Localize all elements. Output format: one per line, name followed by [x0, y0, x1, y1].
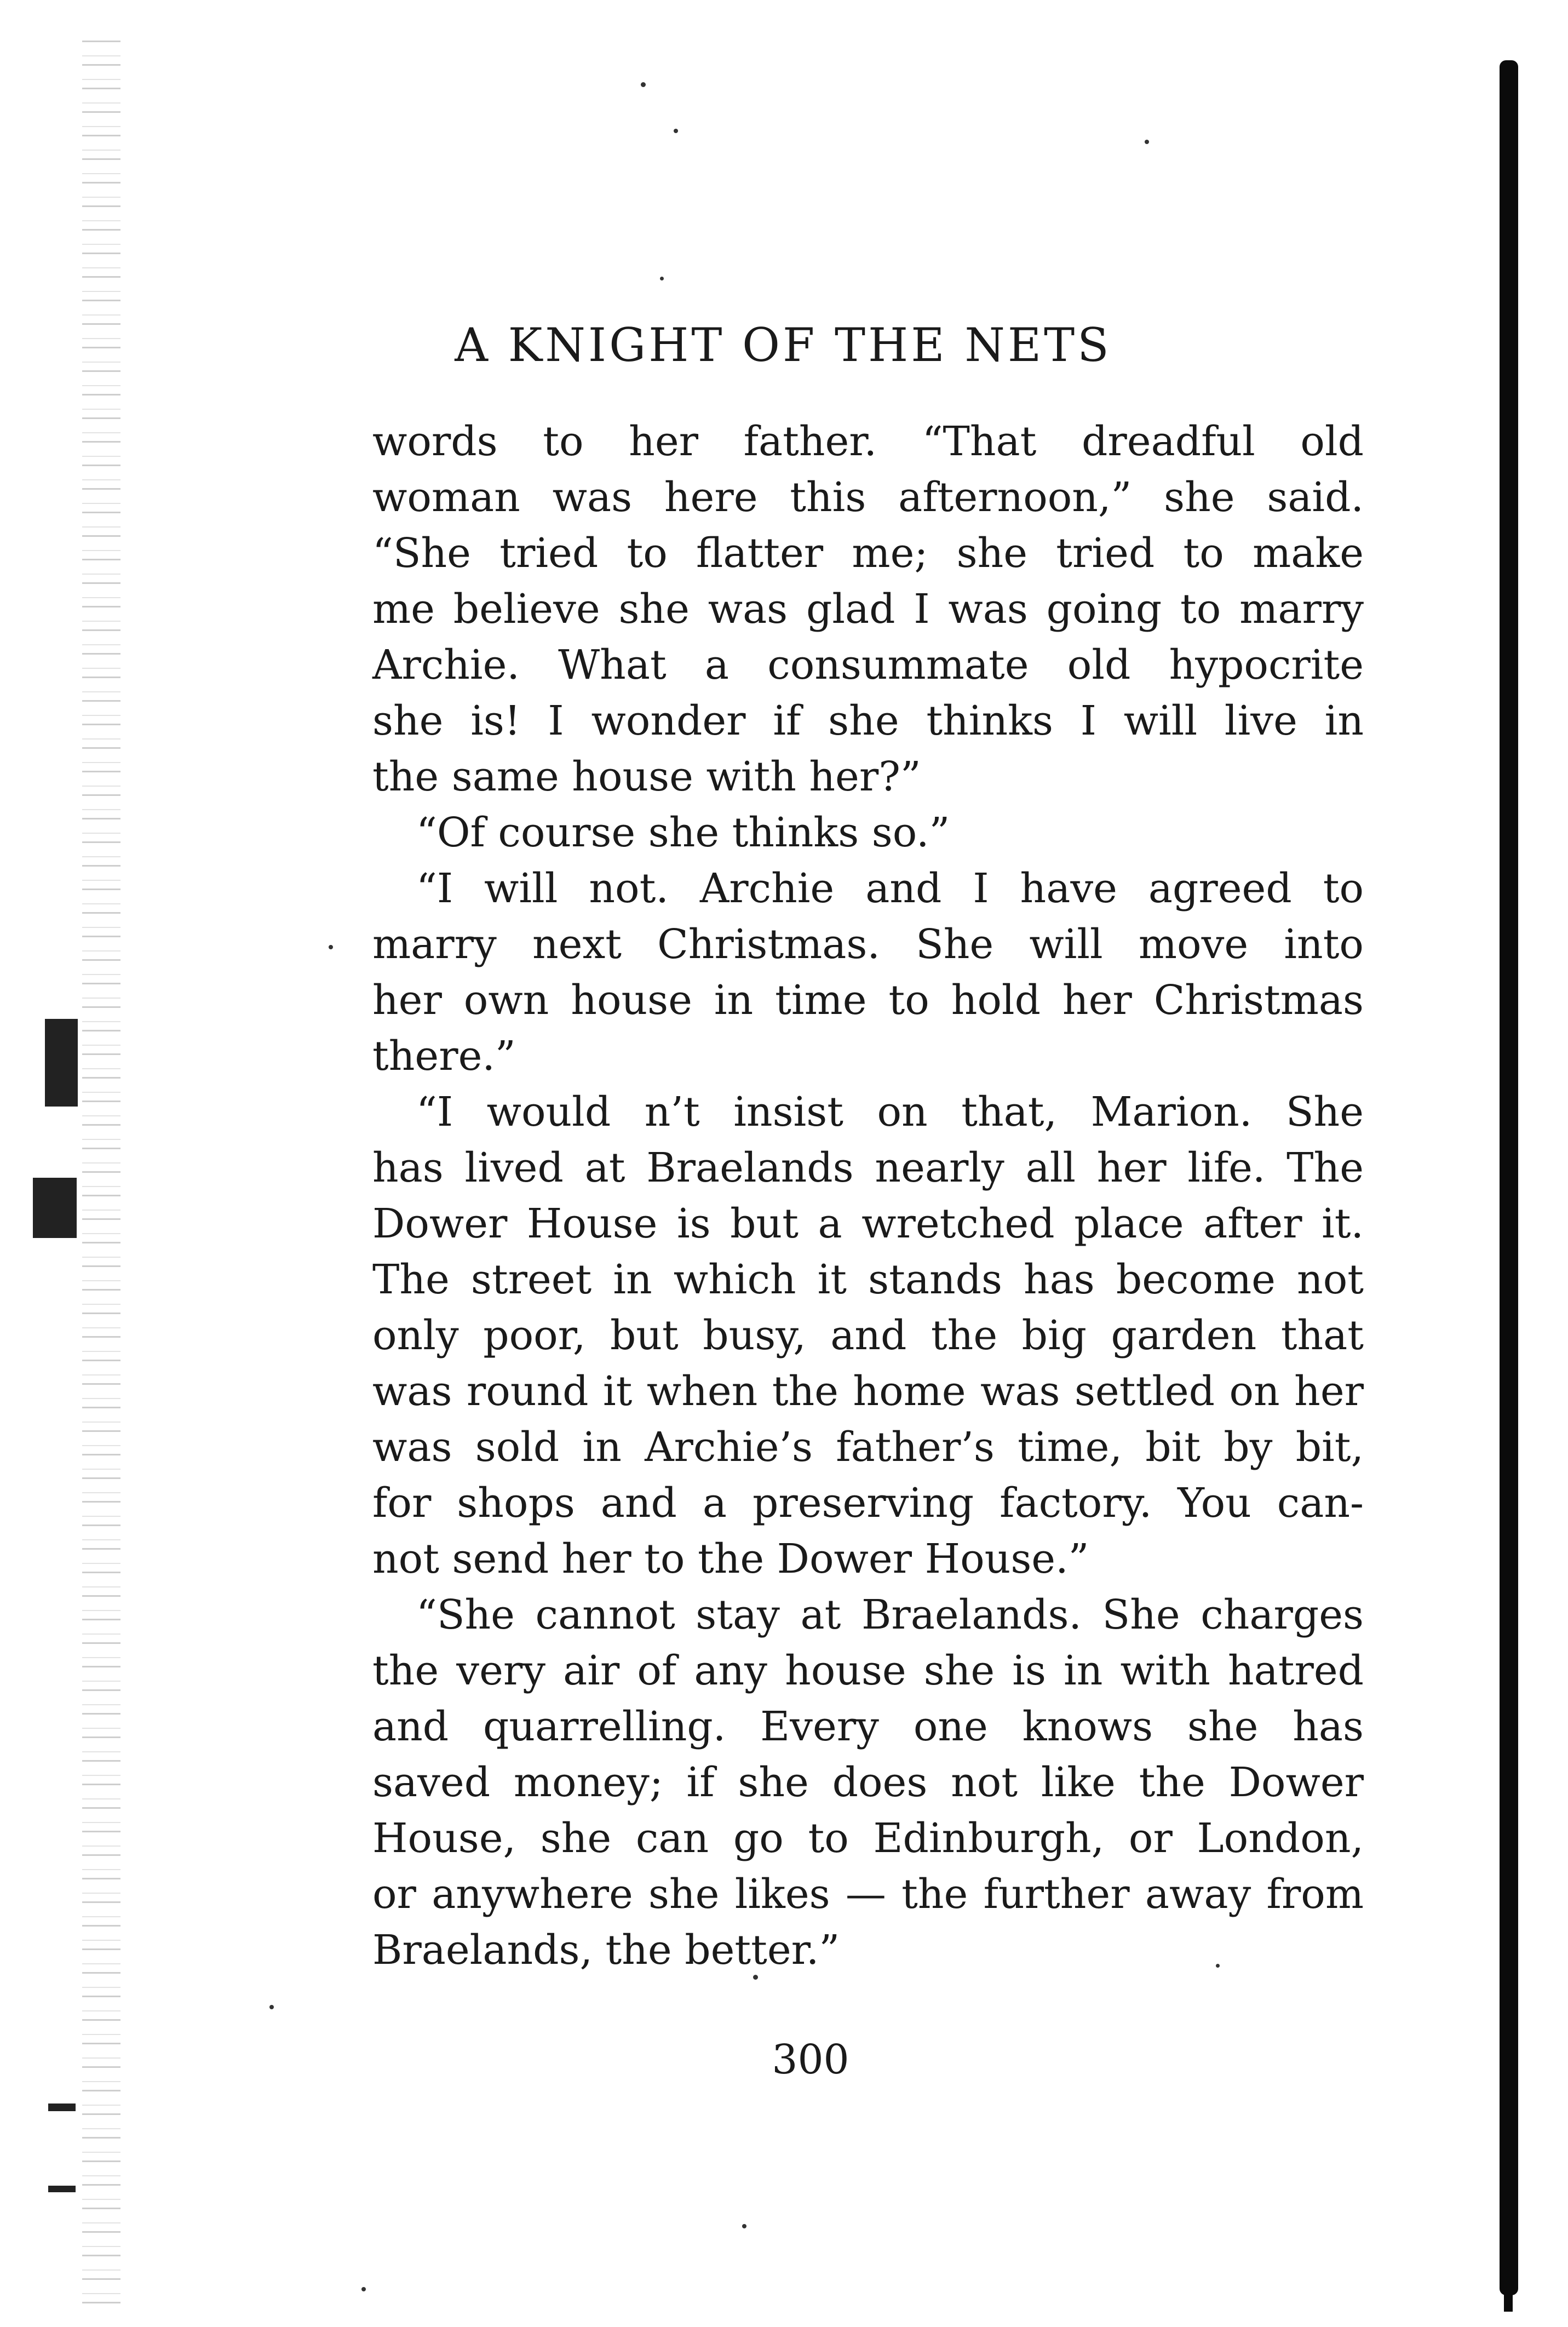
- running-header: A KNIGHT OF THE NETS: [455, 318, 1112, 372]
- scan-speck: [361, 2287, 366, 2291]
- text-line: Archie. What a consummate old hypocrite: [372, 641, 1364, 689]
- text-line: was round it when the home was settled on her: [372, 1368, 1364, 1415]
- text-line: there.”: [372, 1033, 516, 1080]
- text-line: has lived at Braelands nearly all her life. The: [372, 1144, 1364, 1191]
- text-line: saved money; if she does not like the Dower: [372, 1759, 1364, 1806]
- scan-speck: [269, 2005, 274, 2009]
- text-line: me believe she was glad I was going to marry: [372, 586, 1364, 633]
- text-line: only poor, but busy, and the big garden that: [372, 1312, 1364, 1359]
- text-line: was sold in Archie’s father’s time, bit by bit,: [372, 1424, 1364, 1471]
- scan-edge-noise: [82, 33, 120, 2306]
- page-number: 300: [772, 2036, 849, 2083]
- text-line: words to her father. “That dreadful old: [372, 418, 1364, 465]
- body-text: [372, 414, 1364, 1978]
- scan-speck: [742, 2224, 746, 2228]
- text-line: for shops and a preserving factory. You can-: [372, 1480, 1364, 1527]
- scan-mark: [48, 2186, 76, 2192]
- text-line: The street in which it stands has become not: [372, 1256, 1364, 1303]
- text-line: “She tried to flatter me; she tried to make: [372, 530, 1364, 577]
- scan-speck: [329, 945, 333, 949]
- text-line: the same house with her?”: [372, 753, 921, 800]
- text-line: woman was here this afternoon,” she said.: [372, 474, 1364, 521]
- text-line: the very air of any house she is in with hatred: [372, 1647, 1364, 1694]
- text-line: “I will not. Archie and I have agreed to: [416, 865, 1364, 912]
- scan-mark: [45, 1019, 78, 1107]
- scan-speck: [641, 82, 646, 87]
- text-line: marry next Christmas. She will move into: [372, 921, 1364, 968]
- text-line: “I would n’t insist on that, Marion. She: [416, 1088, 1364, 1136]
- text-line: “She cannot stay at Braelands. She charges: [416, 1591, 1364, 1638]
- page-edge-shadow: [1504, 1260, 1513, 2312]
- text-line: and quarrelling. Every one knows she has: [372, 1703, 1364, 1750]
- text-line: she is! I wonder if she thinks I will live in: [372, 697, 1364, 744]
- text-line: not send her to the Dower House.”: [372, 1535, 1089, 1583]
- scan-speck: [660, 277, 664, 280]
- text-line: Braelands, the better.”: [372, 1927, 840, 1974]
- text-line: “Of course she thinks so.”: [416, 809, 950, 856]
- scan-mark: [33, 1178, 77, 1238]
- scan-speck: [674, 129, 678, 133]
- scan-speck: [1145, 140, 1149, 144]
- scan-mark: [48, 2104, 76, 2111]
- text-line: House, she can go to Edinburgh, or London,: [372, 1815, 1364, 1862]
- text-line: or anywhere she likes — the further away from: [372, 1871, 1364, 1918]
- text-line: her own house in time to hold her Christmas: [372, 977, 1364, 1024]
- text-line: Dower House is but a wretched place after it.: [372, 1200, 1364, 1247]
